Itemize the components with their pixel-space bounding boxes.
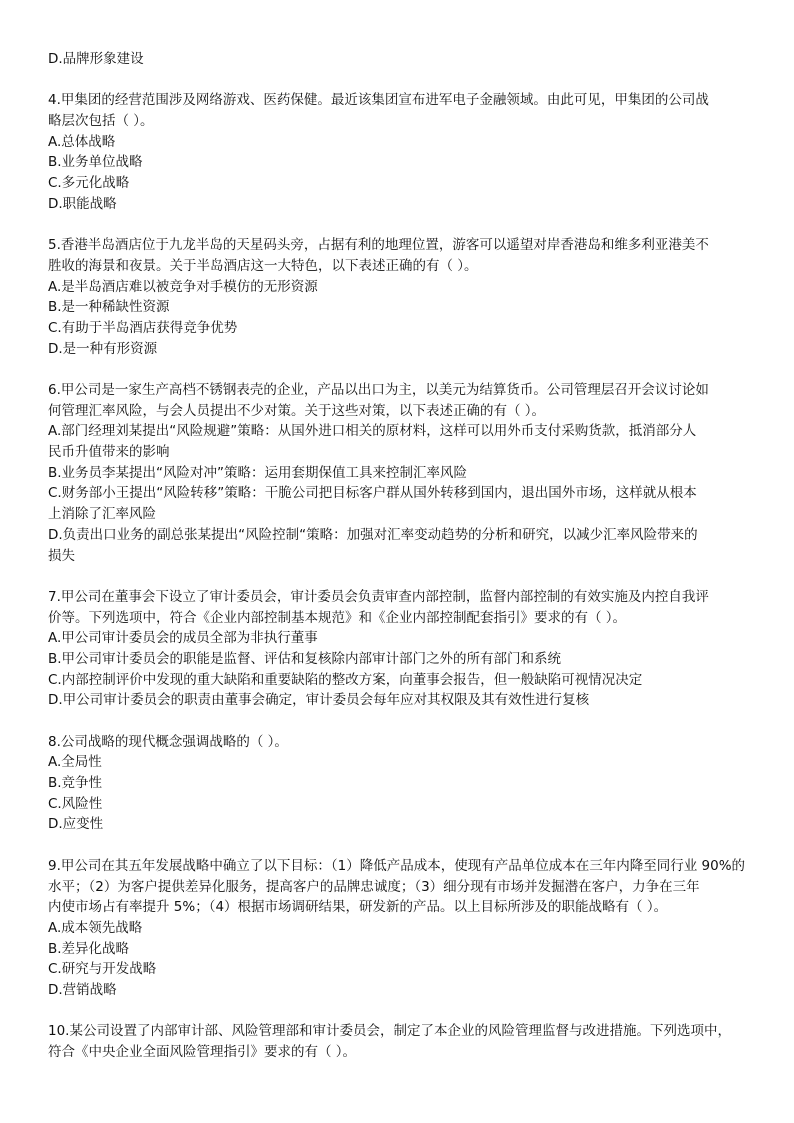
answer-option [48, 918, 768, 939]
option-line: A.成本领先战略 [48, 919, 143, 936]
answer-option [48, 297, 768, 318]
answer-option [48, 152, 768, 173]
answer-option [48, 690, 768, 711]
question-8 [48, 732, 768, 835]
option-line: 损失 [48, 547, 75, 564]
answer-option [48, 794, 768, 815]
option-line: D.负责出口业务的副总张某提出“风险控制“策略：加强对汇率变动趋势的分析和研究，以减少汇率风险带来的 [48, 526, 698, 543]
question-stem-line: 8.公司战略的现代概念强调战略的（ ）。 [48, 733, 288, 750]
question-stem-line: 符合《中央企业全面风险管理指引》要求的有（ ）。 [48, 1044, 357, 1060]
question-stem-line: 10.某公司设置了内部审计部、风险管理部和审计委员会，制定了本企业的风险管理监督与改进措施。下列选项中， [48, 1023, 731, 1040]
spacer [48, 1001, 768, 1022]
question-stem-line: 内使市场占有率提升 5%；（4）根据市场调研结果，研发新的产品。以上目标所涉及的职能战略有（ ）。 [48, 899, 668, 916]
answer-option [48, 173, 768, 194]
spacer [48, 711, 768, 732]
option-line: C.内部控制评价中发现的重大缺陷和重要缺陷的整改方案，向董事会报告，但一般缺陷可视情况决定 [48, 671, 643, 688]
answer-option [48, 939, 768, 960]
question-6 [48, 380, 768, 566]
spacer [48, 835, 768, 856]
question-stem-line: 5.香港半岛酒店位于九龙半岛的天星码头旁，占据有利的地理位置，游客可以遥望对岸香港岛和维多利亚港美不 [48, 237, 709, 254]
option-line: 民币升值带来的影响 [48, 444, 170, 461]
answer-option [48, 421, 768, 462]
answer-option [48, 670, 768, 691]
question-4 [48, 90, 768, 214]
question-stem-line: 何管理汇率风险，与会人员提出不少对策。关于这些对策，以下表述正确的有（ ）。 [48, 402, 546, 419]
question-stem-line: 9.甲公司在其五年发展战略中确立了以下目标：（1）降低产品成本，使现有产品单位成本在三年内降至同行业 90%的 [48, 857, 746, 874]
question-stem-line: 4.甲集团的经营范围涉及网络游戏、医药保健。最近该集团宣布进军电子金融领域。由此可见，甲集团的公司战 [48, 92, 709, 109]
spacer [48, 566, 768, 587]
option-line: D.甲公司审计委员会的职责由董事会确定，审计委员会每年应对其权限及其有效性进行复核 [48, 692, 590, 709]
option-line: C.研究与开发战略 [48, 961, 157, 978]
question-stem-line: 略层次包括（ ）。 [48, 113, 154, 130]
question-stem-line: 胜收的海景和夜景。关于半岛酒店这一大特色，以下表述正确的有（ ）。 [48, 257, 478, 274]
answer-option [48, 277, 768, 298]
option-line: D.营销战略 [48, 981, 117, 998]
option-line: D.应变性 [48, 816, 104, 833]
question-5 [48, 235, 768, 359]
answer-option [48, 980, 768, 1001]
spacer [48, 359, 768, 380]
answer-option [48, 959, 768, 980]
option-line: C.有助于半岛酒店获得竞争优势 [48, 319, 238, 336]
option-line: C.财务部小王提出“风险转移”策略：干脆公司把目标客户群从国外转移到国内，退出国外市场，这样就从根本 [48, 485, 697, 502]
option-line: A.总体战略 [48, 133, 116, 150]
option-line: B.竞争性 [48, 775, 103, 792]
answer-option [48, 339, 768, 360]
question-10 [48, 1021, 768, 1062]
question-stem-line: 价等。下列选项中，符合《企业内部控制基本规范》和《企业内部控制配套指引》要求的有（ ）。 [48, 609, 627, 626]
option-line: B.业务单位战略 [48, 154, 143, 171]
option-line: D.品牌形象建设 [48, 51, 144, 67]
option-line: A.是半岛酒店难以被竞争对手模仿的无形资源 [48, 278, 318, 295]
option-line: B.甲公司审计委员会的职能是监督、评估和复核除内部审计部门之外的所有部门和系统 [48, 650, 562, 667]
option-line: B.是一种稀缺性资源 [48, 299, 170, 316]
answer-option [48, 525, 768, 566]
document-page [48, 49, 768, 1063]
option-line: A.部门经理刘某提出“风险规避”策略：从国外进口相关的原材料，这样可以用外币支付采购货款，抵消部分人 [48, 423, 697, 440]
option-line: C.多元化战略 [48, 175, 130, 192]
question-7 [48, 587, 768, 711]
option-line: A.甲公司审计委员会的成员全部为非执行董事 [48, 630, 318, 647]
answer-option [48, 463, 768, 484]
answer-option [48, 649, 768, 670]
answer-option [48, 318, 768, 339]
question-9 [48, 856, 768, 1001]
answer-option [48, 752, 768, 773]
spacer [48, 70, 768, 91]
option-line: A.全局性 [48, 754, 102, 771]
option-line: D.是一种有形资源 [48, 340, 158, 357]
option-line: B.业务员李某提出“风险对冲”策略：运用套期保值工具来控制汇率风险 [48, 464, 468, 481]
option-line: C.风险性 [48, 795, 103, 812]
answer-option [48, 132, 768, 153]
question-stem-line: 7.甲公司在董事会下设立了审计委员会，审计委员会负责审查内部控制，监督内部控制的有效实施及内控自我评 [48, 588, 709, 605]
answer-option [48, 628, 768, 649]
option-line: B.差异化战略 [48, 940, 130, 957]
answer-option [48, 773, 768, 794]
answer-option [48, 194, 768, 215]
option-line: D.职能战略 [48, 195, 117, 212]
answer-option [48, 814, 768, 835]
answer-option [48, 483, 768, 524]
option-line: 上消除了汇率风险 [48, 506, 156, 523]
question-stem-line: 6.甲公司是一家生产高档不锈钢表壳的企业，产品以出口为主，以美元为结算货币。公司管理层召开会议讨论如 [48, 382, 709, 398]
question-stem-line: 水平；（2）为客户提供差异化服务，提高客户的品牌忠诚度；（3）细分现有市场并发掘潜在客户，力争在三年 [48, 878, 700, 895]
spacer [48, 215, 768, 236]
